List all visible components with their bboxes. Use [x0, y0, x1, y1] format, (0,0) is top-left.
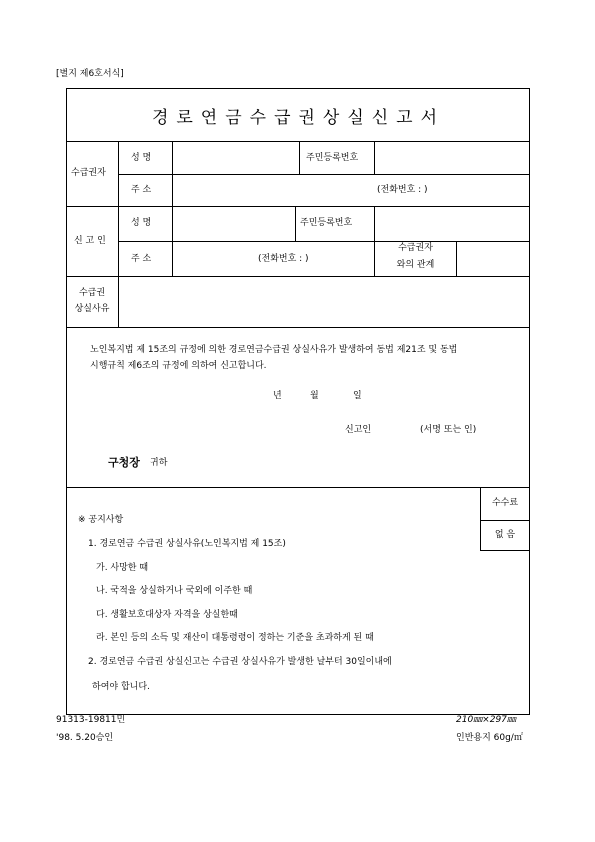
- form-title: 경로연금수급권상실신고서: [151, 108, 446, 128]
- fee-value: 없 음: [494, 530, 516, 540]
- recipient-phone-label: (전화번호 : ): [377, 185, 428, 195]
- notes-heading: ※ 공지사항: [78, 515, 124, 525]
- date-day-label: 일: [353, 391, 362, 401]
- reporter-relation-label-2: 와의 관계: [396, 260, 435, 270]
- paper-type: 인반용지 60g/㎡: [456, 733, 523, 743]
- date-year-label: 년: [273, 391, 282, 401]
- reporter-id-field[interactable]: [375, 207, 529, 241]
- date-month-label: 월: [310, 391, 319, 401]
- addressee-suffix: 귀하: [150, 458, 168, 468]
- reason-field[interactable]: [119, 277, 529, 327]
- recipient-address-label: 주 소: [131, 185, 152, 195]
- notes-item-2-line-2: 하여야 합니다.: [92, 682, 150, 692]
- notes-item-1b: 나. 국적을 상실하거나 국외에 이주한 때: [96, 586, 253, 596]
- form-number: 91313-19811민: [56, 715, 126, 725]
- reporter-phone-label: (전화번호 : ): [258, 254, 309, 264]
- statement-line-1: 노인복지법 제 15조의 규정에 의한 경로연금수급권 상실사유가 발생하여 동법 제21조 및 동법: [90, 345, 458, 355]
- divider: [480, 520, 530, 521]
- recipient-section-label: 수급권자: [71, 168, 106, 178]
- paper-size: 210㎜×297㎜: [456, 715, 516, 725]
- reporter-name-field[interactable]: [173, 207, 295, 241]
- reporter-name-label: 성 명: [131, 218, 152, 228]
- divider: [295, 206, 296, 241]
- reporter-relation-label-1: 수급권자: [398, 243, 433, 253]
- recipient-name-field[interactable]: [173, 142, 299, 174]
- notes-item-2-line-1: 2. 경로연금 수급권 상실신고는 수급권 상실사유가 발생한 날부터 30일이내에: [88, 657, 392, 667]
- reporter-id-label: 주민등록번호: [300, 218, 353, 228]
- notes-item-1d: 라. 본인 등의 소득 및 재산이 대통령령이 정하는 기준을 초과하게 된 때: [96, 633, 374, 643]
- reporter-address-label: 주 소: [131, 254, 152, 264]
- divider: [480, 487, 481, 550]
- notes-item-1a: 가. 사망한 때: [96, 563, 149, 573]
- reporter-section-label: 신 고 인: [74, 236, 106, 246]
- recipient-id-field[interactable]: [375, 142, 529, 174]
- form-header-label: [별지 제6호서식]: [56, 69, 124, 79]
- recipient-id-label: 주민등록번호: [306, 153, 359, 163]
- divider: [66, 327, 530, 328]
- divider: [480, 550, 530, 551]
- signature-label: (서명 또는 인): [420, 425, 477, 435]
- statement-line-2: 시행규칙 제6조의 규정에 의하여 신고합니다.: [90, 361, 267, 371]
- approval-date: '98. 5.20승인: [56, 733, 114, 743]
- signer-label: 신고인: [345, 425, 372, 435]
- divider: [299, 141, 300, 174]
- recipient-name-label: 성 명: [131, 153, 152, 163]
- reporter-relation-field[interactable]: [457, 242, 529, 276]
- notes-item-1c: 다. 생활보호대상자 자격을 상실한때: [96, 610, 238, 620]
- recipient-address-field[interactable]: [173, 175, 529, 206]
- reason-label-2: 상실사유: [74, 304, 110, 314]
- divider: [66, 487, 530, 488]
- reason-label-1: 수급권: [78, 288, 106, 298]
- notes-item-1: 1. 경로연금 수급권 상실사유(노인복지법 제 15조): [88, 539, 286, 549]
- fee-label: 수수료: [491, 498, 519, 508]
- addressee-label: 구청장: [108, 456, 140, 469]
